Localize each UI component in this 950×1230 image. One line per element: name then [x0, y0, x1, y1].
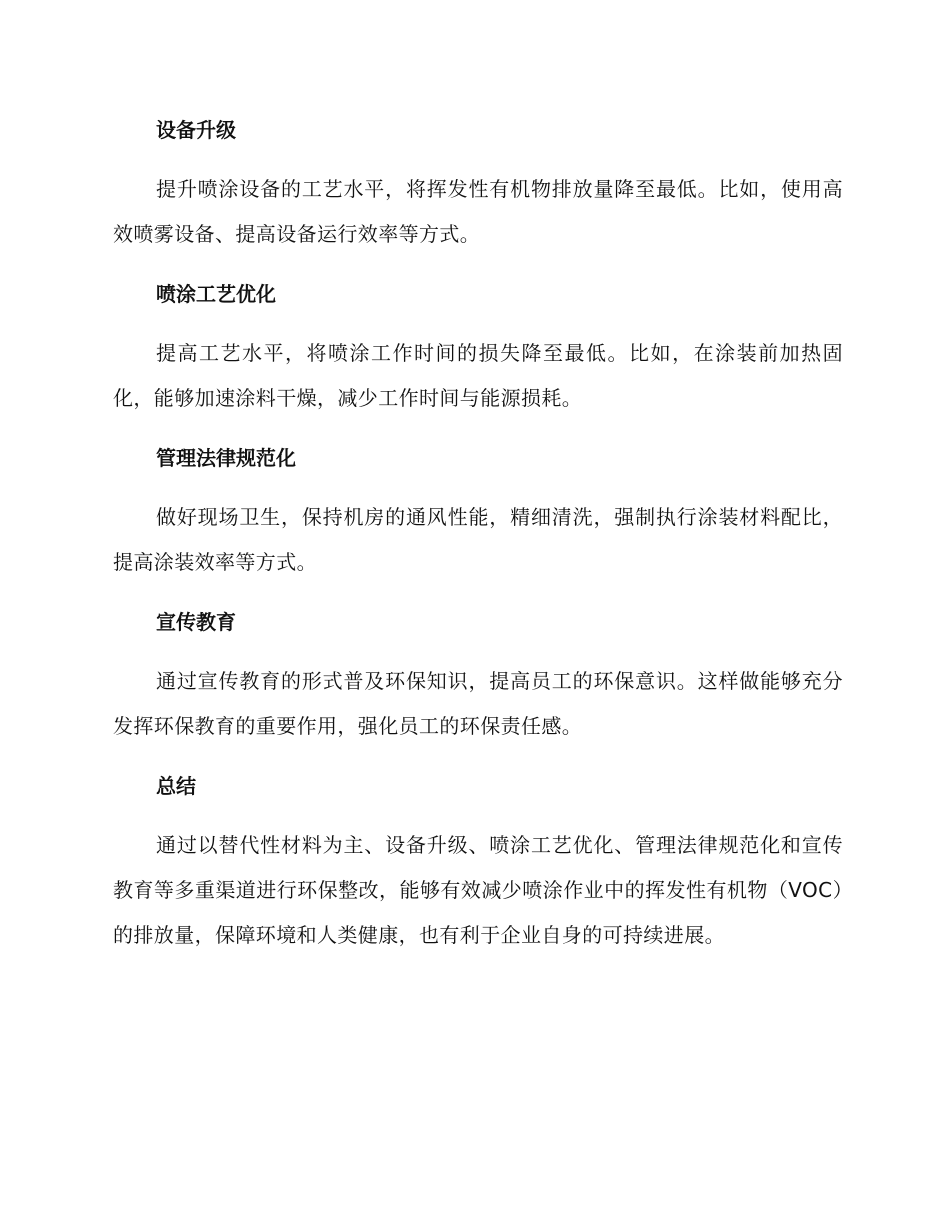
section-heading-summary: 总结	[156, 774, 196, 798]
section-body-equipment-upgrade: 提升喷涂设备的工艺水平，将挥发性有机物排放量降至最低。比如，使用高效喷雾设备、提高设备运行效率等方式。	[113, 177, 843, 246]
section-body-summary: 通过以替代性材料为主、设备升级、喷涂工艺优化、管理法律规范化和宣传教育等多重渠道进行环保整改，能够有效减少喷涂作业中的挥发性有机物（VOC）的排放量，保障环境和人类健康，也有利于企业自身的可持续进展。	[113, 833, 843, 947]
section-heading-management-regulation: 管理法律规范化	[156, 446, 296, 470]
section-heading-publicity-education: 宣传教育	[156, 610, 236, 634]
section-body-process-optimization: 提高工艺水平，将喷涂工作时间的损失降至最低。比如，在涂装前加热固化，能够加速涂料干燥，减少工作时间与能源损耗。	[113, 341, 843, 410]
document-content	[113, 108, 843, 973]
section-body-management-regulation: 做好现场卫生，保持机房的通风性能，精细清洗，强制执行涂装材料配比，提高涂装效率等方式。	[113, 505, 843, 574]
section-body-publicity-education: 通过宣传教育的形式普及环保知识，提高员工的环保意识。这样做能够充分发挥环保教育的重要作用，强化员工的环保责任感。	[113, 669, 843, 738]
section-heading-process-optimization: 喷涂工艺优化	[156, 282, 276, 306]
section-heading-equipment-upgrade: 设备升级	[156, 118, 236, 142]
